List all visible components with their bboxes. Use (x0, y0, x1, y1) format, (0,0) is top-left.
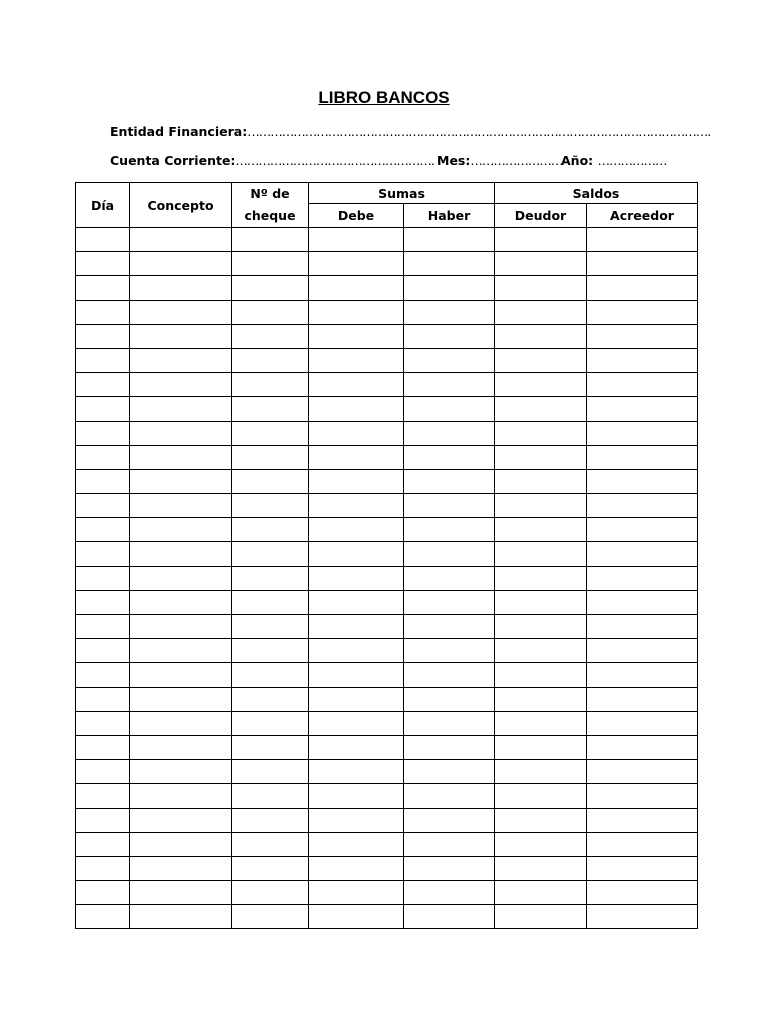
cell-cheque[interactable] (232, 856, 309, 880)
table-row (76, 808, 698, 832)
cell-concepto[interactable] (130, 494, 232, 518)
cell-concepto[interactable] (130, 228, 232, 252)
cell-concepto[interactable] (130, 735, 232, 759)
cell-deudor[interactable] (495, 421, 587, 445)
cell-dia[interactable] (76, 711, 130, 735)
cell-dia[interactable] (76, 397, 130, 421)
cell-concepto[interactable] (130, 397, 232, 421)
table-row (76, 445, 698, 469)
cell-concepto[interactable] (130, 687, 232, 711)
cell-deudor[interactable] (495, 639, 587, 663)
cell-dia[interactable] (76, 735, 130, 759)
cell-cheque[interactable] (232, 615, 309, 639)
cell-concepto[interactable] (130, 373, 232, 397)
cell-dia[interactable] (76, 228, 130, 252)
cell-acreedor[interactable] (587, 421, 698, 445)
table-row (76, 494, 698, 518)
cell-dia[interactable] (76, 566, 130, 590)
cell-cheque[interactable] (232, 445, 309, 469)
table-row (76, 469, 698, 493)
cell-deudor[interactable] (495, 615, 587, 639)
cell-dia[interactable] (76, 348, 130, 372)
cell-acreedor[interactable] (587, 228, 698, 252)
cell-debe[interactable] (309, 615, 404, 639)
cell-acreedor[interactable] (587, 348, 698, 372)
cell-acreedor[interactable] (587, 494, 698, 518)
cell-haber[interactable] (404, 881, 495, 905)
cell-debe[interactable] (309, 760, 404, 784)
cell-acreedor[interactable] (587, 300, 698, 324)
cell-cheque[interactable] (232, 566, 309, 590)
table-row (76, 590, 698, 614)
mes-field (437, 153, 562, 168)
cell-cheque[interactable] (232, 832, 309, 856)
cell-cheque[interactable] (232, 784, 309, 808)
header-haber: Haber (404, 204, 495, 228)
cuenta-dots[interactable]: ……………………………………………. (235, 153, 434, 168)
cell-debe[interactable] (309, 348, 404, 372)
cell-haber[interactable] (404, 615, 495, 639)
cell-deudor[interactable] (495, 784, 587, 808)
cell-concepto[interactable] (130, 639, 232, 663)
cell-dia[interactable] (76, 856, 130, 880)
table-row (76, 228, 698, 252)
cell-dia[interactable] (76, 276, 130, 300)
cell-debe[interactable] (309, 469, 404, 493)
cell-dia[interactable] (76, 905, 130, 929)
cell-cheque[interactable] (232, 663, 309, 687)
cell-acreedor[interactable] (587, 276, 698, 300)
header-sumas: Sumas (309, 183, 495, 204)
cell-acreedor[interactable] (587, 397, 698, 421)
header-concepto: Concepto (130, 183, 232, 228)
cell-dia[interactable] (76, 663, 130, 687)
cell-cheque[interactable] (232, 421, 309, 445)
table-row (76, 784, 698, 808)
cell-cheque[interactable] (232, 300, 309, 324)
cell-cheque[interactable] (232, 881, 309, 905)
cell-concepto[interactable] (130, 276, 232, 300)
cell-acreedor[interactable] (587, 687, 698, 711)
cell-concepto[interactable] (130, 615, 232, 639)
cell-acreedor[interactable] (587, 324, 698, 348)
cell-deudor[interactable] (495, 832, 587, 856)
cell-concepto[interactable] (130, 300, 232, 324)
cell-debe[interactable] (309, 905, 404, 929)
cell-debe[interactable] (309, 687, 404, 711)
table-row (76, 276, 698, 300)
cell-haber[interactable] (404, 687, 495, 711)
cell-deudor[interactable] (495, 566, 587, 590)
cell-dia[interactable] (76, 373, 130, 397)
cell-haber[interactable] (404, 735, 495, 759)
cell-cheque[interactable] (232, 469, 309, 493)
cell-debe[interactable] (309, 397, 404, 421)
cell-dia[interactable] (76, 784, 130, 808)
anio-label: Año: (561, 153, 594, 168)
cell-haber[interactable] (404, 590, 495, 614)
cell-deudor[interactable] (495, 252, 587, 276)
cell-acreedor[interactable] (587, 518, 698, 542)
table-row (76, 324, 698, 348)
cell-deudor[interactable] (495, 711, 587, 735)
cell-acreedor[interactable] (587, 760, 698, 784)
cuenta-corriente-field (110, 153, 434, 168)
header-acreedor: Acreedor (587, 204, 698, 228)
cell-dia[interactable] (76, 615, 130, 639)
cell-acreedor[interactable] (587, 905, 698, 929)
cell-cheque[interactable] (232, 542, 309, 566)
cell-debe[interactable] (309, 881, 404, 905)
cell-haber[interactable] (404, 832, 495, 856)
cell-cheque[interactable] (232, 639, 309, 663)
cell-dia[interactable] (76, 518, 130, 542)
cell-haber[interactable] (404, 300, 495, 324)
cell-debe[interactable] (309, 324, 404, 348)
ledger-table (75, 182, 698, 929)
cell-deudor[interactable] (495, 373, 587, 397)
cell-cheque[interactable] (232, 252, 309, 276)
header-dia: Día (76, 183, 130, 228)
cell-debe[interactable] (309, 663, 404, 687)
cell-dia[interactable] (76, 687, 130, 711)
cell-deudor[interactable] (495, 445, 587, 469)
table-row (76, 615, 698, 639)
mes-dots[interactable]: …………………… (470, 153, 563, 168)
cell-acreedor[interactable] (587, 808, 698, 832)
cell-dia[interactable] (76, 469, 130, 493)
entidad-dots[interactable]: …………………………………………………………………………………………………………. (247, 124, 711, 139)
cell-cheque[interactable] (232, 276, 309, 300)
cell-cheque[interactable] (232, 518, 309, 542)
cell-haber[interactable] (404, 469, 495, 493)
cell-cheque[interactable] (232, 735, 309, 759)
cell-acreedor[interactable] (587, 663, 698, 687)
cell-haber[interactable] (404, 324, 495, 348)
cell-haber[interactable] (404, 228, 495, 252)
cell-haber[interactable] (404, 518, 495, 542)
ledger-body (76, 228, 698, 929)
cell-concepto[interactable] (130, 469, 232, 493)
cell-cheque[interactable] (232, 808, 309, 832)
cell-concepto[interactable] (130, 905, 232, 929)
cell-debe[interactable] (309, 518, 404, 542)
cell-concepto[interactable] (130, 711, 232, 735)
cell-haber[interactable] (404, 542, 495, 566)
cell-debe[interactable] (309, 300, 404, 324)
cell-acreedor[interactable] (587, 735, 698, 759)
cell-concepto[interactable] (130, 566, 232, 590)
cell-concepto[interactable] (130, 663, 232, 687)
table-row (76, 518, 698, 542)
table-row (76, 905, 698, 929)
cell-dia[interactable] (76, 542, 130, 566)
cell-cheque[interactable] (232, 324, 309, 348)
cell-concepto[interactable] (130, 348, 232, 372)
entidad-financiera-field (110, 124, 710, 139)
cell-cheque[interactable] (232, 348, 309, 372)
cell-acreedor[interactable] (587, 445, 698, 469)
cell-dia[interactable] (76, 760, 130, 784)
cell-haber[interactable] (404, 760, 495, 784)
anio-dots[interactable]: ……………… (597, 153, 667, 168)
cell-debe[interactable] (309, 832, 404, 856)
cell-acreedor[interactable] (587, 856, 698, 880)
cell-cheque[interactable] (232, 590, 309, 614)
table-row (76, 687, 698, 711)
cell-deudor[interactable] (495, 760, 587, 784)
table-row (76, 397, 698, 421)
cell-dia[interactable] (76, 590, 130, 614)
cell-haber[interactable] (404, 445, 495, 469)
cuenta-label: Cuenta Corriente: (110, 153, 236, 168)
cell-deudor[interactable] (495, 808, 587, 832)
table-row (76, 566, 698, 590)
cell-debe[interactable] (309, 228, 404, 252)
cell-cheque[interactable] (232, 905, 309, 929)
cell-haber[interactable] (404, 663, 495, 687)
cell-deudor[interactable] (495, 276, 587, 300)
cell-debe[interactable] (309, 590, 404, 614)
cell-dia[interactable] (76, 324, 130, 348)
table-row (76, 832, 698, 856)
cell-deudor[interactable] (495, 469, 587, 493)
cell-haber[interactable] (404, 373, 495, 397)
cell-dia[interactable] (76, 421, 130, 445)
table-row (76, 639, 698, 663)
cell-deudor[interactable] (495, 590, 587, 614)
cell-cheque[interactable] (232, 711, 309, 735)
cell-haber[interactable] (404, 397, 495, 421)
cell-cheque[interactable] (232, 687, 309, 711)
cell-debe[interactable] (309, 445, 404, 469)
cell-debe[interactable] (309, 494, 404, 518)
cell-concepto[interactable] (130, 832, 232, 856)
cell-deudor[interactable] (495, 905, 587, 929)
table-row (76, 300, 698, 324)
table-row (76, 373, 698, 397)
cell-acreedor[interactable] (587, 373, 698, 397)
cell-haber[interactable] (404, 639, 495, 663)
cell-dia[interactable] (76, 300, 130, 324)
title-text: LIBRO BANCOS (318, 88, 450, 107)
cell-deudor[interactable] (495, 881, 587, 905)
cell-haber[interactable] (404, 421, 495, 445)
table-row (76, 252, 698, 276)
table-row (76, 711, 698, 735)
cell-debe[interactable] (309, 735, 404, 759)
cell-concepto[interactable] (130, 542, 232, 566)
page-title (0, 88, 768, 108)
cell-haber[interactable] (404, 784, 495, 808)
header-deudor: Deudor (495, 204, 587, 228)
cell-dia[interactable] (76, 252, 130, 276)
cell-dia[interactable] (76, 808, 130, 832)
cell-concepto[interactable] (130, 252, 232, 276)
cell-dia[interactable] (76, 494, 130, 518)
cell-acreedor[interactable] (587, 711, 698, 735)
cell-concepto[interactable] (130, 808, 232, 832)
cell-acreedor[interactable] (587, 252, 698, 276)
cell-debe[interactable] (309, 252, 404, 276)
cell-deudor[interactable] (495, 397, 587, 421)
cell-acreedor[interactable] (587, 639, 698, 663)
cell-acreedor[interactable] (587, 881, 698, 905)
cell-cheque[interactable] (232, 397, 309, 421)
cell-concepto[interactable] (130, 421, 232, 445)
cell-cheque[interactable] (232, 760, 309, 784)
cell-deudor[interactable] (495, 663, 587, 687)
cell-haber[interactable] (404, 494, 495, 518)
table-row (76, 760, 698, 784)
cell-concepto[interactable] (130, 881, 232, 905)
header-saldos: Saldos (495, 183, 698, 204)
cell-dia[interactable] (76, 832, 130, 856)
cell-debe[interactable] (309, 856, 404, 880)
cell-concepto[interactable] (130, 760, 232, 784)
cell-deudor[interactable] (495, 518, 587, 542)
cell-debe[interactable] (309, 373, 404, 397)
table-row (76, 542, 698, 566)
table-row (76, 348, 698, 372)
cell-acreedor[interactable] (587, 566, 698, 590)
table-row (76, 663, 698, 687)
cell-deudor[interactable] (495, 348, 587, 372)
cell-debe[interactable] (309, 276, 404, 300)
cell-concepto[interactable] (130, 856, 232, 880)
cell-concepto[interactable] (130, 590, 232, 614)
cell-concepto[interactable] (130, 445, 232, 469)
cell-acreedor[interactable] (587, 542, 698, 566)
header-cheque-text: Nº de cheque (244, 186, 296, 223)
header-debe: Debe (309, 204, 404, 228)
mes-label: Mes: (437, 153, 471, 168)
cell-acreedor[interactable] (587, 784, 698, 808)
cell-haber[interactable] (404, 905, 495, 929)
cell-debe[interactable] (309, 542, 404, 566)
cell-acreedor[interactable] (587, 832, 698, 856)
cell-acreedor[interactable] (587, 590, 698, 614)
cell-deudor[interactable] (495, 735, 587, 759)
cell-cheque[interactable] (232, 494, 309, 518)
cell-deudor[interactable] (495, 856, 587, 880)
cell-debe[interactable] (309, 639, 404, 663)
cell-concepto[interactable] (130, 518, 232, 542)
cell-dia[interactable] (76, 881, 130, 905)
cell-cheque[interactable] (232, 228, 309, 252)
cell-haber[interactable] (404, 276, 495, 300)
cell-acreedor[interactable] (587, 615, 698, 639)
cell-deudor[interactable] (495, 228, 587, 252)
cell-haber[interactable] (404, 808, 495, 832)
cell-haber[interactable] (404, 566, 495, 590)
cell-concepto[interactable] (130, 784, 232, 808)
table-row (76, 421, 698, 445)
cell-deudor[interactable] (495, 542, 587, 566)
cell-deudor[interactable] (495, 324, 587, 348)
cell-dia[interactable] (76, 445, 130, 469)
cell-haber[interactable] (404, 711, 495, 735)
entidad-label: Entidad Financiera: (110, 124, 248, 139)
table-row (76, 881, 698, 905)
cell-dia[interactable] (76, 639, 130, 663)
cell-debe[interactable] (309, 711, 404, 735)
cell-deudor[interactable] (495, 300, 587, 324)
cell-deudor[interactable] (495, 687, 587, 711)
cell-acreedor[interactable] (587, 469, 698, 493)
table-row (76, 735, 698, 759)
header-cheque (232, 183, 309, 228)
cell-haber[interactable] (404, 348, 495, 372)
cell-debe[interactable] (309, 784, 404, 808)
anio-field (561, 153, 667, 168)
cell-deudor[interactable] (495, 494, 587, 518)
cell-haber[interactable] (404, 856, 495, 880)
cell-haber[interactable] (404, 252, 495, 276)
cell-debe[interactable] (309, 808, 404, 832)
cell-concepto[interactable] (130, 324, 232, 348)
table-row (76, 856, 698, 880)
cell-debe[interactable] (309, 566, 404, 590)
cell-cheque[interactable] (232, 373, 309, 397)
cell-debe[interactable] (309, 421, 404, 445)
